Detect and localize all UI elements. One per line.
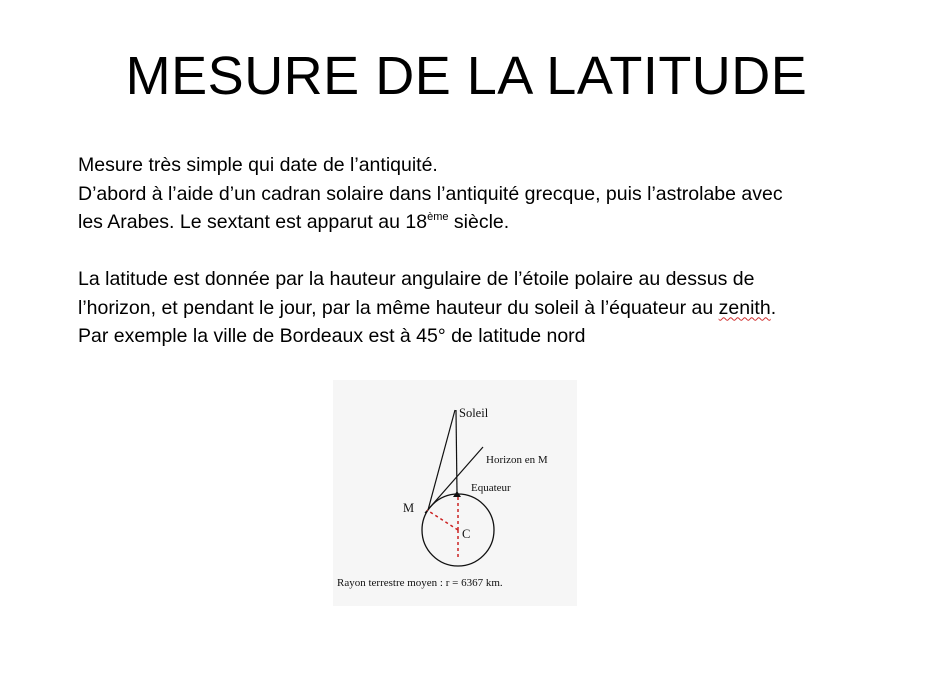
line-2-text-start: l’horizon, et pendant le jour, par la même hauteur du soleil à l’équateur au [78, 296, 719, 319]
horizon-line [425, 447, 483, 513]
radius-to-m-dashes [427, 510, 458, 530]
line-3-text-start: les Arabes. Le sextant est apparut au 18 [78, 211, 428, 233]
ordinal-superscript: ème [427, 211, 449, 223]
line-2-text-end: . [770, 296, 777, 319]
sun-label: Soleil [459, 406, 489, 420]
spellcheck-flagged-word[interactable]: zenith [718, 296, 771, 319]
slide-title: MESURE DE LA LATITUDE [125, 46, 808, 106]
center-c-label: C [462, 527, 471, 541]
paragraph-2-line-2 [78, 294, 908, 323]
paragraph-gap [78, 237, 908, 266]
paragraph-2-line-1: La latitude est donnée par la hauteur angulaire de l’étoile polaire au dessus de [78, 268, 755, 290]
equator-label: Equateur [471, 482, 511, 494]
paragraph-1-line-3 [78, 208, 908, 237]
latitude-diagram-svg [333, 380, 577, 606]
line-3-text-end: siècle. [448, 211, 510, 233]
paragraph-1-line-2: D’abord à l’aide d’un cadran solaire dans l’antiquité grecque, puis l’astrolabe avec [78, 182, 783, 205]
figure-caption: Rayon terrestre moyen : r = 6367 km. [337, 577, 503, 589]
paragraph-2-line-3: Par exemple la ville de Bordeaux est à 45° de latitude nord [78, 325, 586, 347]
paragraph-1-line-1: Mesure très simple qui date de l’antiquité. [78, 154, 438, 176]
latitude-diagram [333, 380, 577, 606]
sun-ray-to-equator [456, 410, 457, 493]
horizon-label: Horizon en M [486, 454, 548, 466]
body-text [78, 151, 908, 351]
point-m-label: M [403, 501, 415, 515]
